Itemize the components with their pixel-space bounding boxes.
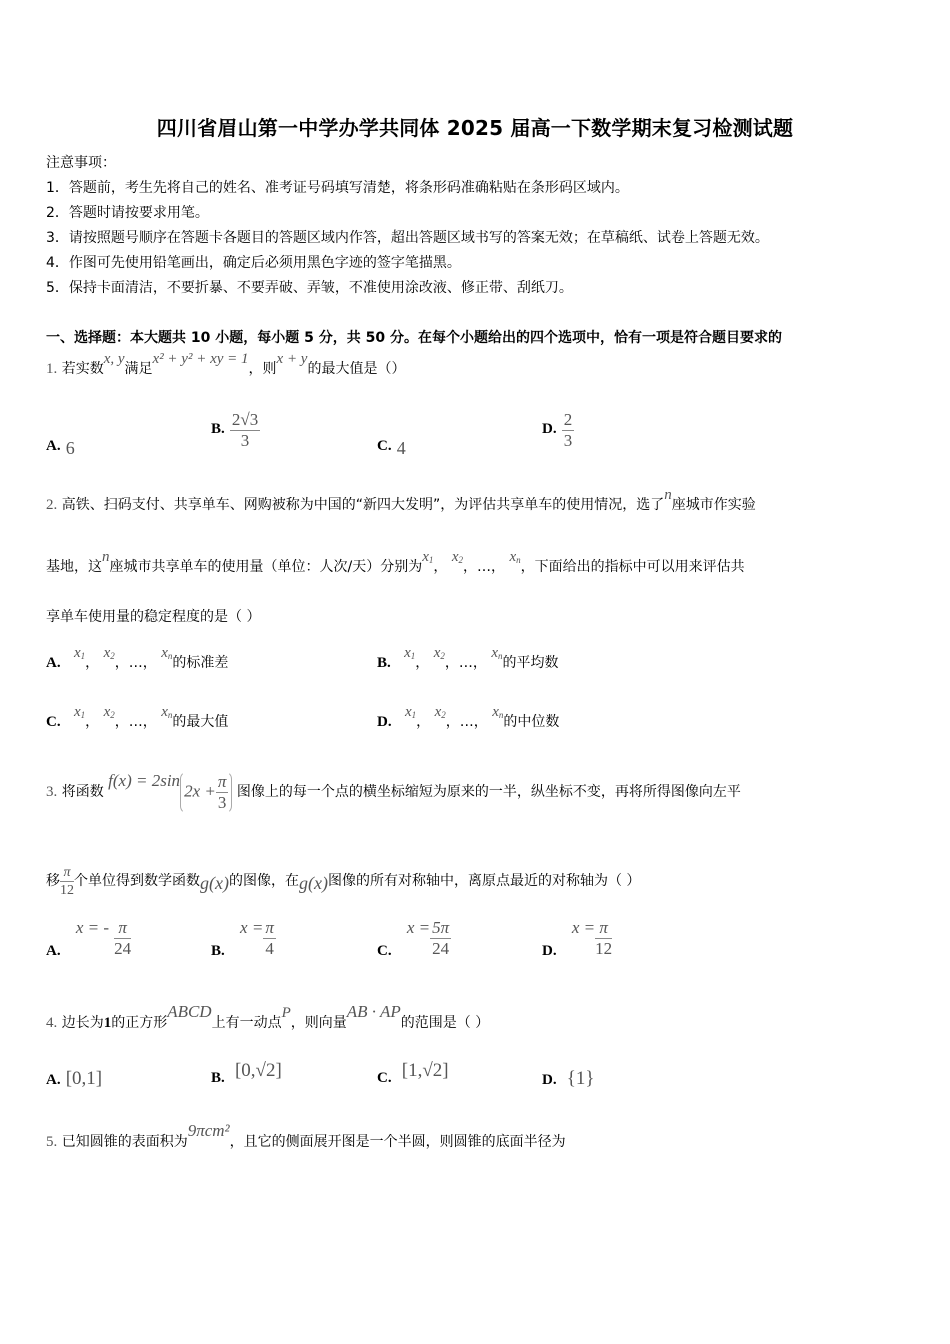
option-label: A. [46, 1072, 61, 1088]
option-lhs: x = - [75, 918, 110, 937]
var-xn: xn [491, 645, 503, 661]
option-b[interactable] [211, 1060, 282, 1088]
option-label: B. [211, 943, 225, 959]
ellipsis: … [477, 559, 492, 575]
q4-text: 上有一动点 [211, 1015, 282, 1031]
option-label: D. [542, 1072, 557, 1088]
q1-text: 若实数 [61, 361, 104, 377]
note-item: 3．请按照题号顺序在答题卡各题目的答题区域内作答，超出答题区域书写的答案无效；在草稿纸、试卷上答题无效。 [46, 230, 769, 246]
option-label: D. [542, 943, 557, 959]
numerator: 2√3 [231, 410, 259, 429]
notes-heading: 注意事项： [46, 155, 116, 171]
question-2-line2 [46, 549, 745, 576]
option-text: 的平均数 [502, 655, 559, 671]
question-number: 1. [46, 361, 58, 377]
q4-dot-product: AB · AP [346, 1002, 401, 1021]
option-value: 6 [65, 438, 75, 458]
option-a[interactable] [46, 918, 131, 959]
q2-text: 座城市作实验 [671, 497, 756, 513]
q4-text: 的正方形 [111, 1015, 168, 1031]
q4-text: 边长为 [61, 1015, 104, 1031]
denominator: 3 [240, 431, 250, 450]
q3-g-of-x: g(x) [200, 873, 229, 893]
option-fraction: $\frac{\pi}{4}$ [265, 918, 274, 958]
question-number: 5. [46, 1134, 58, 1150]
note-item: 5．保持卡面清洁，不要折暴、不要弄破、弄皱，不准使用涂改液、修正带、刮纸刀。 [46, 280, 573, 296]
var-x1: x1 [404, 645, 416, 661]
option-text: 的中位数 [503, 714, 560, 730]
option-value: {1} [566, 1068, 595, 1089]
section-heading: 一、选择题：本大题共 10 小题，每小题 5 分，共 50 分。在每个小题给出的四个选项中，恰有一项是符合题目要求的 [46, 330, 782, 346]
page-title: 四川省眉山第一中学办学共同体 2025 届高一下数学期末复习检测试题 [156, 116, 794, 140]
option-label: A. [46, 943, 61, 959]
q4-text: ，则向量 [290, 1015, 347, 1031]
q3-function: f(x) = 2sin [108, 771, 181, 790]
q1-expr: x + y [276, 351, 308, 367]
q3-text: 的图像，在 [228, 873, 299, 889]
note-item: 4．作图可先使用铅笔画出，确定后必须用黑色字迹的签字笔描黑。 [46, 255, 461, 271]
numerator: 2 [563, 410, 573, 429]
q3-text: 图像上的每一个点的横坐标缩短为原来的一半，纵坐标不变，再将所得图像向左平 [236, 784, 741, 800]
question-number: 3. [46, 784, 58, 800]
var-xn: xn [161, 704, 173, 720]
var-xn: xn [509, 549, 521, 565]
option-d[interactable]: D. x1， x2，…， xn的中位数 [377, 704, 560, 730]
option-c[interactable]: C. x1， x2，…， xn的最大值 [46, 704, 229, 730]
option-value: [0,1] [65, 1068, 103, 1089]
q4-point: P [281, 1005, 291, 1021]
option-value: [0,√2] [234, 1060, 282, 1081]
q3-text: 图像的所有对称轴中，离原点最近的对称轴为（ ） [327, 873, 641, 889]
question-3-line2 [46, 857, 640, 903]
option-label: B. [211, 421, 225, 437]
q3-text: 将函数 [61, 784, 104, 800]
option-d[interactable] [542, 410, 574, 451]
option-a[interactable] [46, 1068, 102, 1090]
q1-vars: x, y [103, 351, 125, 367]
option-c[interactable] [377, 434, 406, 458]
var-x2: x2 [103, 704, 115, 720]
option-lhs: x = [571, 918, 596, 937]
option-b[interactable]: B. x1， x2，…， xn的平均数 [377, 645, 559, 671]
q2-text: ，下面给出的指标中可以用来评估共 [520, 559, 745, 575]
q2-text: 座城市共享单车的使用量（单位：人次/天）分别为 [109, 559, 423, 575]
option-label: D. [377, 714, 392, 730]
option-value: [1,√2] [401, 1060, 449, 1081]
q2-var-n: n [102, 549, 110, 565]
q1-text: 满足 [124, 361, 153, 377]
option-lhs: x = [406, 918, 431, 937]
option-d[interactable] [542, 1068, 595, 1090]
option-a[interactable] [46, 434, 75, 458]
option-text: 的标准差 [172, 655, 229, 671]
option-text: 的最大值 [172, 714, 229, 730]
option-label: A. [46, 438, 61, 454]
var-x1: x1 [73, 645, 86, 661]
option-fraction: $\frac{\pi}{24}$ [114, 918, 132, 958]
separator: ， [491, 559, 506, 575]
q5-text: ，且它的侧面展开图是一个半圆，则圆锥的底面半径为 [229, 1134, 566, 1150]
q4-square: ABCD [167, 1002, 212, 1021]
option-lhs: x = [240, 918, 264, 937]
option-value: 4 [396, 438, 406, 458]
q1-text: ，则 [248, 361, 277, 377]
var-x2: x2 [433, 645, 445, 661]
option-fraction: $\frac{5\pi}{24}$ [432, 918, 450, 958]
option-fraction [562, 410, 575, 451]
option-label: D. [542, 421, 557, 437]
option-fraction: $\frac{\pi}{12}$ [595, 918, 613, 958]
option-b[interactable] [211, 410, 260, 451]
option-d[interactable] [542, 918, 612, 959]
question-number: 2. [46, 497, 58, 513]
q3-shift: $\frac{\pi}{12}$ [60, 864, 74, 898]
option-label: C. [377, 1070, 392, 1086]
var-xn: xn [492, 704, 504, 720]
var-x2: x2 [451, 549, 464, 565]
q5-surface-area: 9πcm² [187, 1121, 230, 1140]
var-x1: x1 [73, 704, 86, 720]
question-2-line3: 享单车使用量的稳定程度的是（ ） [46, 609, 261, 625]
var-x1: x1 [404, 704, 417, 720]
question-3 [46, 762, 741, 821]
option-label: B. [211, 1070, 225, 1086]
option-label: B. [377, 655, 391, 671]
question-4 [46, 1002, 490, 1032]
q2-text: 高铁、扫码支付、共享单车、网购被称为中国的“新四大发明”，为评估共享单车的使用情况，选了 [61, 497, 665, 513]
option-label: C. [46, 714, 61, 730]
q4-side-length: 1 [103, 1015, 112, 1031]
option-c[interactable] [377, 918, 451, 959]
option-b[interactable] [211, 918, 276, 959]
q3-g-of-x: g(x) [298, 873, 328, 893]
q3-text: 移 [46, 873, 60, 889]
note-item: 2．答题时请按要求用笔。 [46, 205, 209, 221]
option-c[interactable] [377, 1060, 449, 1088]
q1-equation: x² + y² + xy = 1 [152, 351, 249, 367]
question-2 [46, 487, 756, 514]
q1-text: 的最大值是（） [307, 361, 406, 377]
q3-paren: 2x + $\frac{\pi}{3}$ [180, 771, 232, 814]
q2-var-n: n [664, 487, 672, 503]
var-x2: x2 [434, 704, 446, 720]
option-label: C. [377, 438, 392, 454]
q4-text: 的范围是（ ） [400, 1015, 490, 1031]
q5-text: 已知圆锥的表面积为 [61, 1134, 188, 1150]
var-x1: x1 [422, 549, 434, 565]
separator: ， [433, 559, 448, 575]
question-number: 4. [46, 1015, 58, 1031]
var-x2: x2 [103, 645, 115, 661]
question-5 [46, 1121, 566, 1151]
option-label: C. [377, 943, 392, 959]
question-1 [46, 351, 406, 378]
option-a[interactable]: A. x1， x2，…， xn的标准差 [46, 645, 229, 671]
q2-text: 基地，这 [46, 559, 102, 575]
option-fraction [230, 410, 260, 451]
var-xn: xn [161, 645, 173, 661]
denominator: 3 [563, 431, 573, 450]
separator: ， [463, 559, 478, 575]
note-item: 1．答题前，考生先将自己的姓名、准考证号码填写清楚，将条形码准确粘贴在条形码区域内。 [46, 180, 629, 196]
q3-text: 个单位得到数学函数 [74, 873, 200, 889]
option-label: A. [46, 655, 61, 671]
